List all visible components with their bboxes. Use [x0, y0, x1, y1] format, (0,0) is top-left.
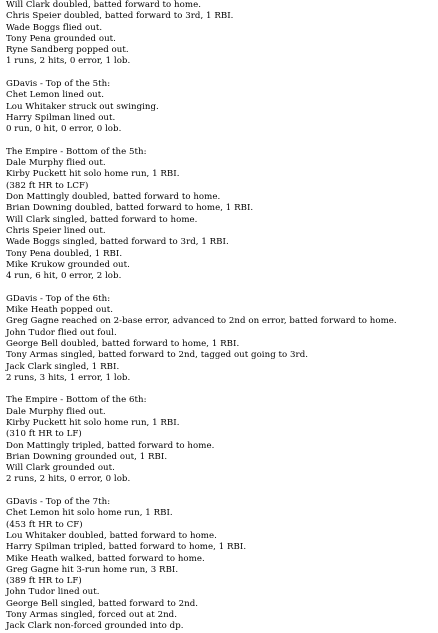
blank-line — [6, 136, 420, 147]
log-line: (310 ft HR to LF) — [6, 429, 82, 440]
log-line: Tony Armas singled, forced out at 2nd. — [6, 610, 178, 621]
log-line: (453 ft HR to CF) — [6, 519, 83, 530]
blank-line — [6, 68, 420, 79]
log-line: Lou Whitaker doubled, batted forward to home. — [6, 530, 217, 541]
log-line: George Bell singled, batted forward to 2nd. — [6, 598, 199, 609]
log-line: Wade Boggs singled, batted forward to 3rd, 1 RBI. — [6, 237, 229, 248]
log-line: Jack Clark non-forced grounded into dp. — [6, 621, 184, 632]
log-line: Kirby Puckett hit solo home run, 1 RBI. — [6, 417, 180, 428]
log-line: Tony Armas singled, batted forward to 2nd, tagged out going to 3rd. — [6, 350, 309, 361]
log-line: Ryne Sandberg popped out. — [6, 45, 129, 56]
log-line: Dale Murphy flied out. — [6, 406, 106, 417]
inning-summary: 4 run, 6 hit, 0 error, 2 lob. — [6, 271, 122, 282]
log-line: Will Clark singled, batted forward to home. — [6, 214, 198, 225]
log-line: Don Mattingly tripled, batted forward to home. — [6, 440, 215, 451]
log-line: Harry Spilman tripled, batted forward to home, 1 RBI. — [6, 542, 247, 553]
log-line: Chet Lemon lined out. — [6, 90, 105, 101]
log-line: Lou Whitaker struck out swinging. — [6, 101, 159, 112]
log-line: (382 ft HR to LCF) — [6, 180, 89, 191]
log-line: John Tudor lined out. — [6, 587, 100, 598]
log-line: Chris Speier lined out. — [6, 225, 106, 236]
log-line: Kirby Puckett hit solo home run, 1 RBI. — [6, 169, 180, 180]
blank-line — [6, 486, 420, 497]
log-line: Tony Pena grounded out. — [6, 33, 116, 44]
inning-summary: 1 runs, 2 hits, 0 error, 1 lob. — [6, 56, 131, 67]
log-line: Harry Spilman lined out. — [6, 112, 116, 123]
blank-line — [6, 384, 420, 395]
log-line: Greg Gagne reached on 2-base error, advanced to 2nd on error, batted forward to home. — [6, 316, 397, 327]
log-line: Will Clark doubled, batted forward to home. — [6, 0, 201, 10]
log-line: Will Clark grounded out. — [6, 463, 115, 474]
log-line: Chet Lemon hit solo home run, 1 RBI. — [6, 508, 173, 519]
log-line: Mike Heath popped out. — [6, 305, 113, 316]
inning-summary: 2 runs, 3 hits, 1 error, 1 lob. — [6, 372, 131, 383]
log-line: Greg Gagne hit 3-run home run, 3 RBI. — [6, 564, 179, 575]
log-line: Mike Heath walked, batted forward to home. — [6, 553, 205, 564]
blank-line — [6, 282, 420, 293]
inning-header: GDavis - Top of the 5th: — [6, 79, 111, 90]
log-line: Brian Downing doubled, batted forward to home, 1 RBI. — [6, 203, 254, 214]
log-line: Don Mattingly doubled, batted forward to home. — [6, 192, 221, 203]
log-line: George Bell doubled, batted forward to home, 1 RBI. — [6, 338, 240, 349]
log-line: (389 ft HR to LF) — [6, 576, 82, 587]
log-line: Wade Boggs flied out. — [6, 22, 103, 33]
inning-summary: 0 run, 0 hit, 0 error, 0 lob. — [6, 124, 122, 135]
inning-header: GDavis - Top of the 6th: — [6, 293, 111, 304]
log-line: Dale Murphy flied out. — [6, 158, 106, 169]
inning-header: The Empire - Bottom of the 6th: — [6, 395, 147, 406]
log-line: Tony Pena doubled, 1 RBI. — [6, 248, 123, 259]
inning-header: GDavis - Top of the 7th: — [6, 497, 111, 508]
log-line: John Tudor flied out foul. — [6, 327, 117, 338]
inning-summary: 2 runs, 2 hits, 0 error, 0 lob. — [6, 474, 131, 485]
inning-header: The Empire - Bottom of the 5th: — [6, 146, 147, 157]
log-line: Jack Clark singled, 1 RBI. — [6, 361, 120, 372]
log-line: Chris Speier doubled, batted forward to 3rd, 1 RBI. — [6, 11, 234, 22]
log-line: Mike Krukow grounded out. — [6, 259, 130, 270]
log-line: Brian Downing grounded out, 1 RBI. — [6, 451, 168, 462]
